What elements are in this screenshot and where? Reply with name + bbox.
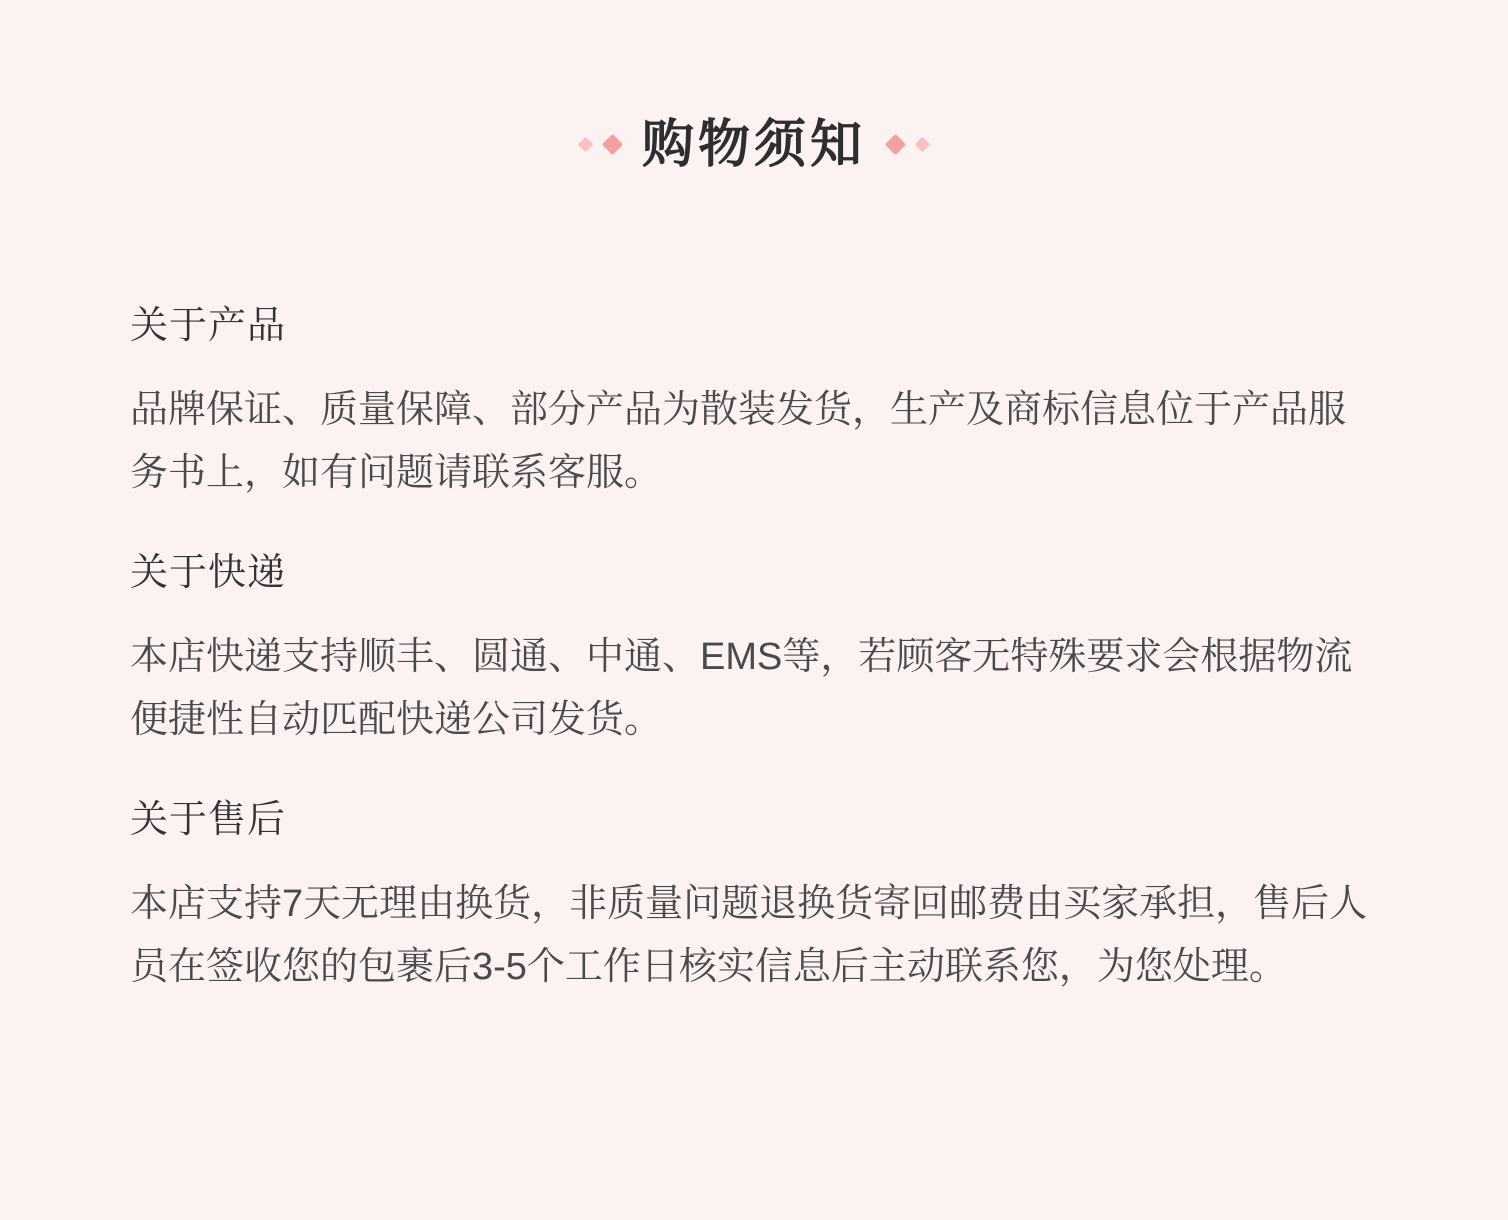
diamond-icon [578,137,594,153]
section-heading: 关于快递 [130,551,287,594]
section-about-product [130,304,1378,505]
section-body: 品牌保证、质量保障、部分产品为散装发货，生产及商标信息位于产品服务书上，如有问题请联系客服。 [130,389,1347,494]
section-body: 本店快递支持顺丰、圆通、中通、EMS等，若顾客无特殊要求会根据物流便捷性自动匹配快递公司发货。 [130,636,1353,741]
diamond-icon [602,134,623,155]
page-title: 购物须知 [641,115,866,174]
section-heading: 关于产品 [130,304,287,347]
page-title-block [0,0,1508,206]
diamond-icon [885,134,906,155]
section-heading: 关于售后 [130,798,287,841]
section-about-after-sales [130,798,1378,999]
diamond-icon [915,137,931,153]
section-body: 本店支持7天无理由换货，非质量问题退换货寄回邮费由买家承担，售后人员在签收您的包裹后3-5个工作日核实信息后主动联系您，为您处理。 [130,883,1368,988]
title-ornament-right [888,137,928,152]
section-about-shipping [130,551,1378,752]
notice-sections [0,304,1508,999]
title-ornament-left [580,137,620,152]
